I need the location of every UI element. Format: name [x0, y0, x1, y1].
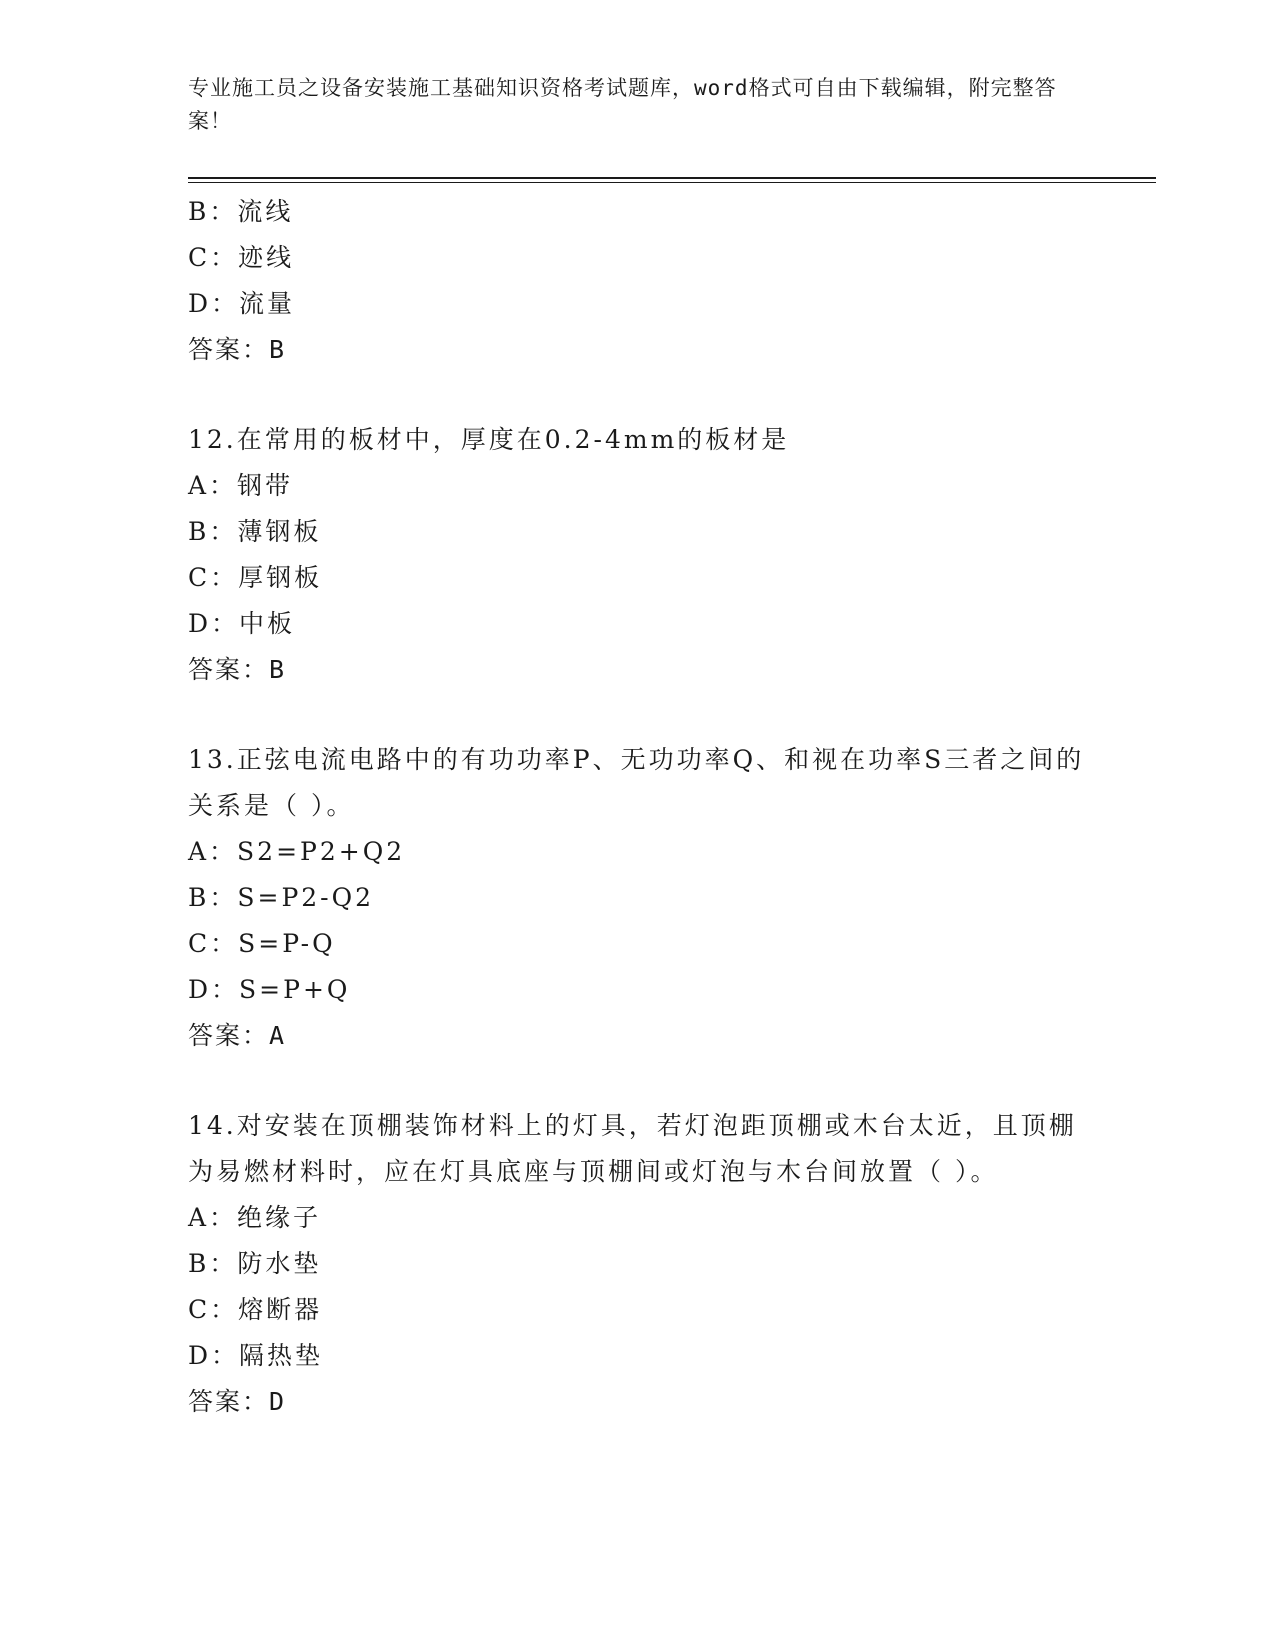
option-d: D：流量: [188, 289, 296, 318]
header-divider-thick: [188, 177, 1156, 179]
question-list: [188, 189, 1088, 1425]
option-b: B：防水垫: [188, 1249, 322, 1278]
question-13: [188, 737, 1088, 1059]
question-stem: 14.对安装在顶棚装饰材料上的灯具，若灯泡距顶棚或木台太近，且顶棚为易燃材料时，应在灯具底座与顶棚间或灯泡与木台间放置（ ）。: [188, 1111, 1077, 1186]
answer: 答案：B: [188, 335, 287, 364]
option-b: B：流线: [188, 197, 294, 226]
spacer: [188, 1059, 1088, 1103]
option-a: A：S2=P2+Q2: [188, 837, 406, 866]
question-14: [188, 1103, 1088, 1425]
document-header: 专业施工员之设备安装施工基础知识资格考试题库，word格式可自由下载编辑，附完整答案！: [188, 76, 1057, 133]
spacer: [188, 693, 1088, 737]
header-divider-thin: [188, 182, 1156, 183]
question-12: [188, 417, 1088, 693]
option-c: C：熔断器: [188, 1295, 323, 1324]
option-c: C：厚钢板: [188, 563, 323, 592]
option-a: A：钢带: [188, 471, 294, 500]
option-b: B：S=P2-Q2: [188, 883, 375, 912]
option-c: C：迹线: [188, 243, 295, 272]
answer: 答案：B: [188, 655, 287, 684]
option-b: B：薄钢板: [188, 517, 322, 546]
question-stem: 13.正弦电流电路中的有功功率P、无功功率Q、和视在功率S三者之间的关系是（ ）。: [188, 745, 1085, 820]
option-c: C：S=P-Q: [188, 929, 336, 958]
option-a: A：绝缘子: [188, 1203, 322, 1232]
answer: 答案：A: [188, 1021, 287, 1050]
option-d: D：中板: [188, 609, 296, 638]
question-11-tail: [188, 189, 1088, 373]
option-d: D：S=P+Q: [188, 975, 351, 1004]
answer: 答案：D: [188, 1387, 287, 1416]
question-stem: 12.在常用的板材中，厚度在0.2-4mm的板材是: [188, 425, 790, 454]
option-d: D：隔热垫: [188, 1341, 324, 1370]
spacer: [188, 373, 1088, 417]
